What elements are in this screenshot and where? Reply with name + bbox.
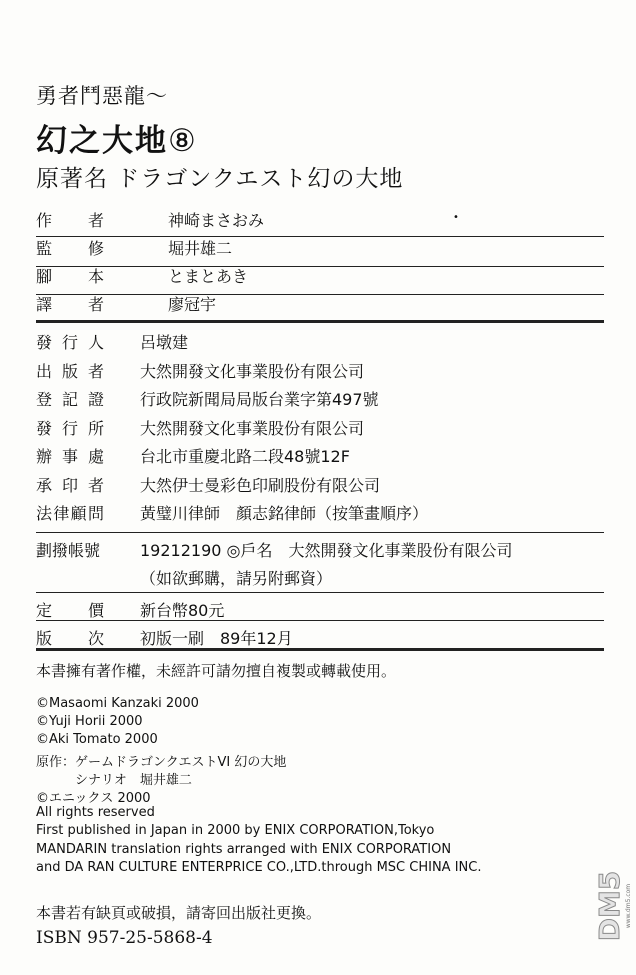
publisher_info-label — [36, 387, 104, 410]
label-char: 者 — [87, 361, 104, 381]
publisher_info-value: 大然伊士曼彩色印刷股份有限公司 — [140, 475, 381, 495]
volume-number: ⑧ — [168, 123, 198, 159]
label-char: 修 — [87, 239, 104, 258]
price-label — [36, 598, 104, 621]
rights-notice: 本書擁有著作權，未經許可請勿擅自複製或轉載使用。 — [36, 662, 397, 680]
label-char: 價 — [87, 601, 104, 620]
publisher_info-label — [36, 501, 104, 524]
credits-label — [36, 208, 104, 231]
publisher_info-value: 行政院新聞局局版台業字第497號 — [140, 390, 379, 409]
copyright-line: ©エニックス 2000 — [36, 791, 151, 806]
copyright-line: シナリオ 堀井雄二 — [36, 772, 192, 788]
price-value: 新台幣80元 — [140, 601, 225, 620]
divider-thick — [36, 320, 604, 323]
label-char: 定 — [36, 601, 53, 620]
publisher_info-value: 黃璧川律師 顏志銘律師（按筆畫順序） — [140, 504, 429, 523]
edition-label — [36, 626, 104, 649]
label-char: 版 — [61, 361, 78, 381]
account-value: 19212190 ◎戶名 大然開發文化事業股份有限公司 — [140, 541, 513, 560]
publisher_info-label — [36, 473, 104, 496]
label-char: 法 — [36, 504, 53, 523]
label-char: 監 — [36, 239, 53, 258]
label-char: 辦 — [36, 447, 53, 466]
label-char: 行 — [61, 333, 78, 352]
divider — [36, 294, 604, 295]
label-char: 所 — [87, 418, 104, 438]
credits-label — [36, 292, 104, 315]
label-char: 律 — [53, 504, 70, 523]
label-char: 印 — [61, 475, 78, 495]
label-char: 記 — [61, 390, 78, 409]
copyright-line: 原作：ゲームドラゴンクエストVI 幻の大地 — [36, 754, 287, 770]
copyright-line: ©Yuji Horii 2000 — [36, 714, 143, 730]
isbn: ISBN 957-25-5868-4 — [36, 928, 213, 948]
publisher_info-label — [36, 444, 104, 467]
copyright-line: and DA RAN CULTURE ENTERPRICE CO.,LTD.through MSC CHINA INC. — [36, 859, 482, 875]
divider — [36, 620, 604, 621]
credits-value: 廖冠宇 — [168, 295, 217, 314]
label-char: 問 — [87, 504, 104, 523]
credits-label — [36, 236, 104, 259]
watermark-logo-icon — [588, 862, 634, 942]
publisher_info-label — [36, 359, 104, 382]
publisher_info-label — [36, 416, 104, 439]
account-note: （如欲郵購，請另附郵資） — [140, 569, 333, 588]
edition-value: 初版一刷 89年12月 — [140, 629, 293, 648]
divider-thick — [36, 648, 604, 651]
label-char: 者 — [87, 211, 104, 230]
label-char: 證 — [87, 390, 104, 409]
label-char: 者 — [87, 295, 104, 314]
label-char: 處 — [87, 447, 104, 466]
watermark-logo — [588, 862, 634, 942]
label-char: 出 — [36, 361, 53, 381]
label-char: 次 — [87, 629, 104, 648]
credits-value: 堀井雄二 — [168, 239, 233, 258]
watermark-text: DM5 — [593, 870, 626, 942]
original-title: 原著名 ドラゴンクエスト幻の大地 — [36, 166, 404, 192]
label-char: 版 — [36, 629, 53, 648]
copyright-line: All rights reserved — [36, 805, 155, 821]
label-char: 譯 — [36, 295, 53, 314]
publisher_info-value: 台北市重慶北路二段48號12F — [140, 447, 350, 466]
credits-value: とまとあき — [168, 267, 249, 286]
watermark-url: www.dm5.com — [625, 883, 632, 929]
label-char: 人 — [87, 333, 104, 352]
label-char: 發 — [36, 418, 53, 438]
label-char: 發 — [36, 333, 53, 352]
label-char: 登 — [36, 390, 53, 409]
copyright-line: ©Masaomi Kanzaki 2000 — [36, 696, 199, 711]
book-title-text: 幻之大地 — [36, 123, 168, 159]
credits-label — [36, 264, 104, 287]
label-char: 顧 — [70, 504, 87, 523]
label-char: 者 — [87, 475, 104, 495]
copyright-line: MANDARIN translation rights arranged with ENIX CORPORATION — [36, 841, 452, 857]
publisher_info-value: 大然開發文化事業股份有限公司 — [140, 418, 365, 438]
publisher_info-label — [36, 330, 104, 353]
divider — [36, 236, 604, 237]
defect-notice: 本書若有缺頁或破損，請寄回出版社更換。 — [36, 904, 322, 922]
label-char: 行 — [61, 418, 78, 438]
credits-value: 神崎まさおみ — [168, 211, 265, 230]
label-char: 事 — [61, 447, 78, 466]
label-char: 腳 — [36, 267, 53, 286]
account-label: 劃撥帳號 — [36, 541, 101, 560]
divider — [36, 592, 604, 593]
series-title: 勇者鬥惡龍～ — [36, 84, 168, 108]
divider — [36, 532, 604, 533]
copyright-line: ©Aki Tomato 2000 — [36, 732, 158, 748]
publisher_info-value: 呂墩建 — [140, 333, 189, 352]
label-char: 作 — [36, 211, 53, 230]
label-char: 承 — [36, 475, 53, 495]
stray-dot: • — [453, 212, 459, 223]
copyright-line: First published in Japan in 2000 by ENIX CORPORATION,Tokyo — [36, 823, 435, 839]
book-title — [36, 115, 198, 160]
divider — [36, 266, 604, 267]
publisher_info-value: 大然開發文化事業股份有限公司 — [140, 361, 365, 381]
label-char: 本 — [87, 267, 104, 286]
